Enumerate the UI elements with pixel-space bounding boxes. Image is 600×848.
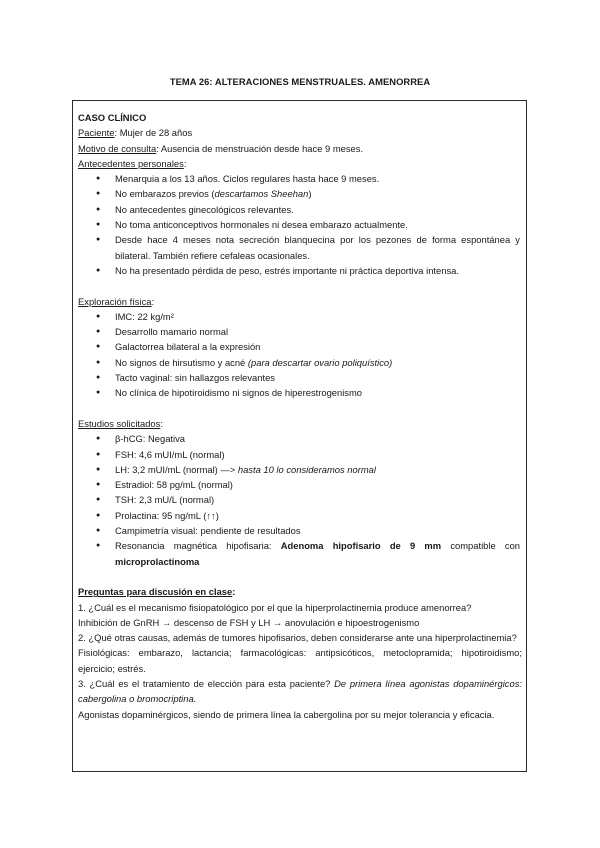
history-heading: Antecedentes personales: [78, 157, 187, 169]
reason-label: Motivo de consulta [78, 142, 157, 154]
exam-list [78, 309, 522, 401]
question-3: 3. ¿Cuál es el tratamiento de elección para esta paciente? De primera línea agonistas dopaminérgicos: cabergolina o bromocriptina. [78, 677, 523, 705]
studies-list [78, 431, 522, 569]
list-item: ● Campimetría visual: pendiente de resultados [78, 523, 522, 538]
list-item: ● Galactorrea bilateral a la expresión [78, 339, 522, 354]
list-item: ● Desde hace 4 meses nota secreción blanquecina por los pezones de forma espontánea y bilateral. También refiere cefaleas ocasionales. [78, 232, 522, 263]
exam-heading: Exploración física: [78, 295, 155, 307]
reason-line [78, 141, 522, 156]
list-item: ● No toma anticonceptivos hormonales ni desea embarazo actualmente. [78, 217, 522, 232]
patient-value: : Mujer de 28 años [114, 127, 193, 139]
list-item: ● No clínica de hipotiroidismo ni signos de hiperestrogenismo [78, 385, 522, 400]
list-item: ● LH: 3,2 mUI/mL (normal) —> hasta 10 lo consideramos normal [78, 462, 522, 477]
list-item: ● Estradiol: 58 pg/mL (normal) [78, 477, 522, 492]
question-2: 2. ¿Qué otras causas, además de tumores hipofisarios, deben considerarse ante una hiperprolactinemia? [78, 632, 517, 644]
list-item: ● No ha presentado pérdida de peso, estrés importante ni práctica deportiva intensa. [78, 263, 522, 278]
page-title: TEMA 26: ALTERACIONES MENSTRUALES. AMENORREA [169, 76, 431, 87]
case-heading: CASO CLÍNICO [78, 112, 147, 123]
list-item: ● Prolactina: 95 ng/mL (↑↑) [78, 508, 522, 523]
list-item: ● No antecedentes ginecológicos relevantes. [78, 202, 522, 217]
list-item: ● Tacto vaginal: sin hallazgos relevantes [78, 370, 522, 385]
answer-1: Inhibición de GnRH → descenso de FSH y LH → anovulación e hipoestrogenismo [78, 616, 420, 628]
list-item: ● TSH: 2,3 mU/L (normal) [78, 492, 522, 507]
questions-heading: Preguntas para discusión en clase: [78, 586, 236, 598]
question-1: 1. ¿Cuál es el mecanismo fisiopatológico por el que la hiperprolactinemia produce amenorrea? [78, 601, 472, 613]
list-item: ● No signos de hirsutismo y acné (para descartar ovario poliquístico) [78, 355, 522, 370]
list-item-mri: ● Resonancia magnética hipofisaria: Adenoma hipofisario de 9 mm compatible con microprolactinoma [78, 538, 522, 569]
patient-label: Paciente [78, 127, 115, 139]
list-item: ● Menarquia a los 13 años. Ciclos regulares hasta hace 9 meses. [78, 171, 522, 186]
reason-value: : Ausencia de menstruación desde hace 9 meses. [156, 142, 364, 154]
studies-heading: Estudios solicitados: [78, 417, 163, 429]
clinical-case-box [72, 100, 527, 772]
answer-2: Fisiológicas: embarazo, lactancia; farmacológicas: antipsicóticos, metoclopramida; hipotiroidismo; ejercicio; estrés. [78, 647, 522, 674]
history-list [78, 171, 522, 278]
list-item: ● No embarazos previos (descartamos Sheehan) [78, 186, 522, 201]
patient-line [78, 125, 522, 140]
list-item: ● Desarrollo mamario normal [78, 324, 522, 339]
list-item: ● FSH: 4,6 mUI/mL (normal) [78, 447, 522, 462]
list-item: ● β-hCG: Negativa [78, 431, 522, 446]
list-item: ● IMC: 22 kg/m² [78, 309, 522, 324]
answer-3: Agonistas dopaminérgicos, siendo de primera línea la cabergolina por su mejor tolerancia y eficacia. [78, 708, 495, 720]
